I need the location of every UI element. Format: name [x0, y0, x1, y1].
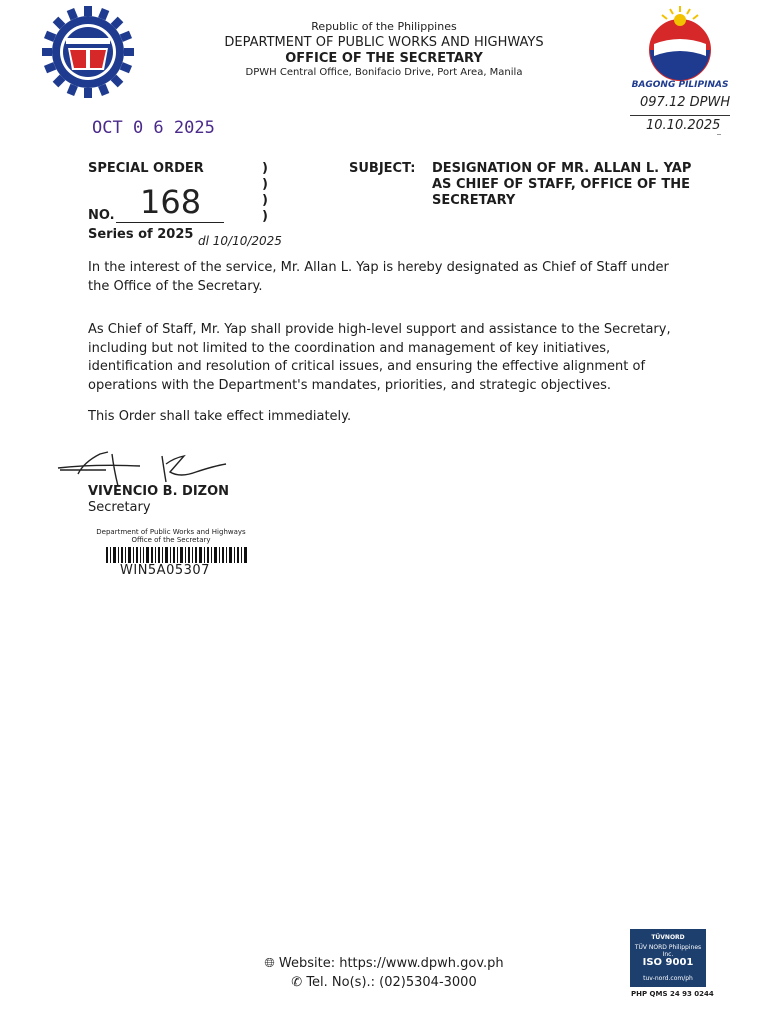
records-code: WIN5A05307	[120, 563, 210, 578]
order-number: 168	[140, 183, 202, 221]
signatory-name: VIVENCIO B. DIZON	[88, 484, 230, 499]
handwritten-initials: dl 10/10/2025	[198, 234, 282, 248]
globe-icon: 🌐︎	[264, 956, 275, 971]
iso-brand: TÜVNORD	[651, 934, 685, 941]
iso-certification-badge	[630, 929, 706, 987]
margin-mark	[717, 134, 721, 135]
iso-standard: ISO 9001	[642, 957, 694, 968]
paren-4: )	[262, 209, 268, 224]
order-no-label: NO.	[88, 208, 115, 223]
subject-label: SUBJECT:	[349, 161, 416, 176]
body-paragraph-2: As Chief of Staff, Mr. Yap shall provide high-level support and assistance to the Secretary, including but not limited to the coordination and management of key initiatives, identification and resolution of critical issues, and ensuring the effective alignment of operations with the Department's mandates, priorities, and strategic objectives.	[88, 322, 671, 393]
barcode-icon	[106, 547, 248, 563]
special-order-label: SPECIAL ORDER	[88, 161, 204, 176]
header-republic: Republic of the Philippines	[311, 20, 457, 33]
signatory-title: Secretary	[88, 500, 151, 515]
receiving-divider	[630, 115, 730, 116]
footer-telephone-text: Tel. No(s).: (02)5304-3000	[306, 975, 477, 990]
footer-website-text: Website: https://www.dpwh.gov.ph	[278, 956, 504, 971]
subject-line-2: AS CHIEF OF STAFF, OFFICE OF THE	[432, 177, 691, 192]
records-line-1: Department of Public Works and Highways	[96, 528, 246, 536]
header-address: DPWH Central Office, Bonifacio Drive, Port Area, Manila	[245, 67, 523, 78]
paren-1: )	[262, 161, 268, 176]
date-stamp: OCT 0 6 2025	[92, 118, 215, 138]
series-label: Series of 2025	[88, 227, 194, 242]
paren-2: )	[262, 177, 268, 192]
iso-url: tuv-nord.com/ph	[643, 975, 693, 982]
header-office: OFFICE OF THE SECRETARY	[285, 51, 483, 66]
receiving-reference: 097.12 DPWH	[640, 95, 731, 110]
subject-text	[432, 161, 722, 209]
order-no-underline	[116, 222, 224, 223]
bagong-pilipinas-caption: BAGONG PILIPINAS	[631, 80, 729, 90]
header-department: DEPARTMENT OF PUBLIC WORKS AND HIGHWAYS	[224, 35, 544, 50]
subject-line-1: DESIGNATION OF MR. ALLAN L. YAP	[432, 161, 692, 176]
records-caption	[96, 528, 246, 544]
records-line-2: Office of the Secretary	[131, 536, 211, 544]
body-paragraph-1: In the interest of the service, Mr. Allan L. Yap is hereby designated as Chief of Staff under the Office of the Secretary.	[88, 260, 669, 294]
iso-company: TÜV NORD Philippines Inc.	[634, 944, 702, 958]
paren-3: )	[262, 193, 268, 208]
subject-line-3: SECRETARY	[432, 193, 516, 208]
receiving-date: 10.10.2025	[646, 118, 721, 133]
iso-code: PHP QMS 24 93 0244	[631, 990, 714, 998]
body-paragraph-3: This Order shall take effect immediately.	[88, 409, 352, 424]
phone-icon: ✆	[291, 975, 303, 990]
